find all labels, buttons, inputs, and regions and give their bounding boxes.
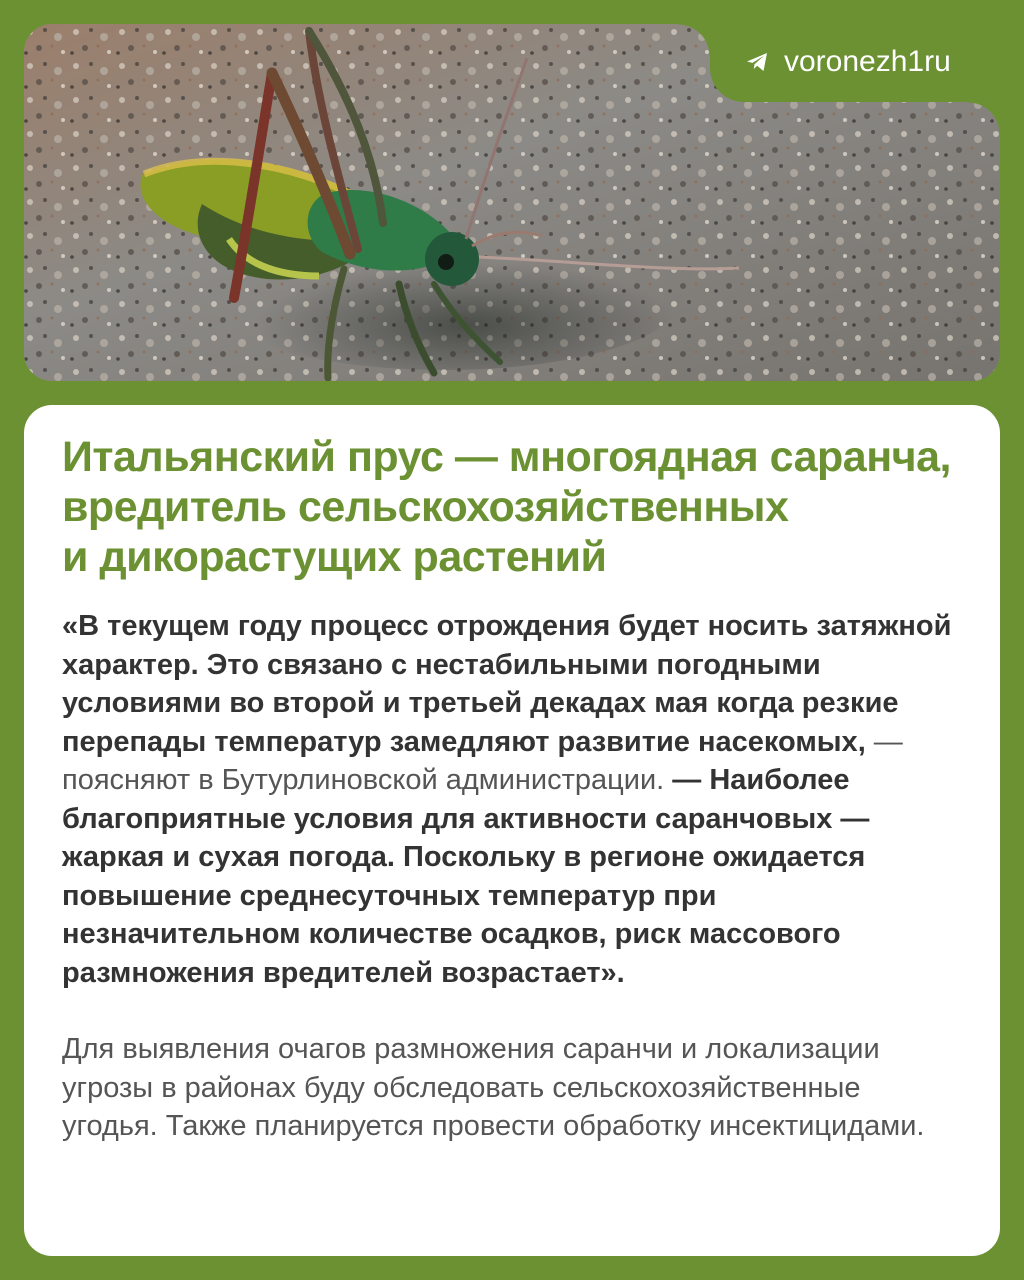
article-quote xyxy=(62,607,962,992)
telegram-brand[interactable] xyxy=(744,44,951,80)
headline-line: вредитель сельскохозяйственных xyxy=(62,483,789,531)
headline-line: и дикорастущих растений xyxy=(62,533,607,581)
article-card xyxy=(24,405,1000,1256)
quote-bold-text: «В текущем году процесс отрождения будет носить затяжной характер. Это связано с нестабильными погодными условиями во второй и третьей декадах мая когда резкие перепады температур замедляют развитие насекомых, xyxy=(62,610,952,758)
closing-paragraph: Для выявления очагов размножения саранчи и локализации угрозы в районах буду обследовать сельскохозяйственные угодья. Также планируется провести обработку инсектицидами. xyxy=(62,1033,925,1142)
brand-handle: voronezh1ru xyxy=(784,45,951,78)
telegram-icon xyxy=(744,50,770,74)
quote-bold-text: — Наиболее благоприятные условия для активности саранчовых — жаркая и сухая погода. Поскольку в регионе ожидается повышение среднесуточных температур при незначительном количестве осадков, риск массового размножения вредителей возрастает». xyxy=(62,764,870,989)
brand-tab xyxy=(710,24,1000,102)
article-headline xyxy=(62,432,962,582)
quote-attribution: — поясняют в Бутурлиновской администрации. xyxy=(62,725,903,796)
headline-line: Итальянский прус — многоядная саранча, xyxy=(62,433,951,481)
